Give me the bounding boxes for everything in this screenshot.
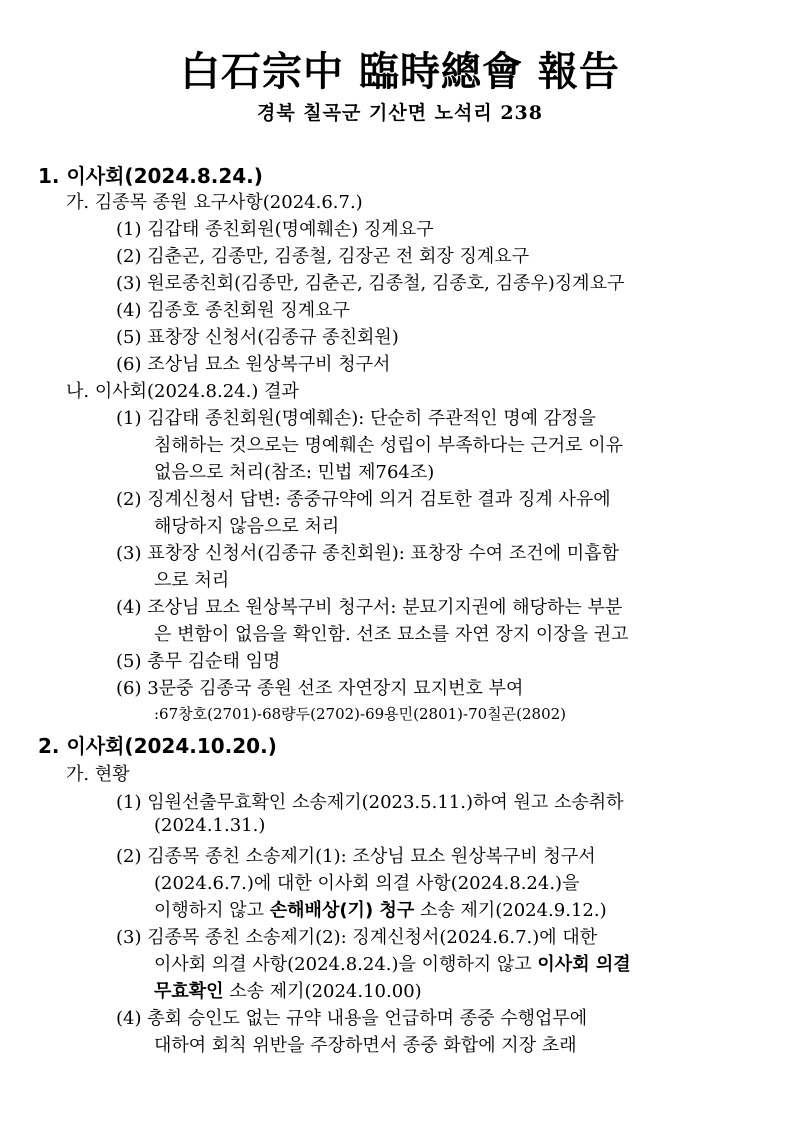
list-item: (2) 김춘곤, 김종만, 김종철, 김장곤 전 회장 징계요구 xyxy=(116,246,530,267)
list-item: (1) 김갑태 종친회원(명예훼손) 징계요구 xyxy=(116,219,434,240)
emphasis-text: 이사회 의결 xyxy=(537,954,631,975)
result-line: (1) 김갑태 종친회원(명예훼손): 단순히 주관적인 명예 감정을 xyxy=(116,408,596,429)
status-text: 이사회 의결 사항(2024.8.24.)을 이행하지 않고 xyxy=(154,954,538,975)
emphasis-text: 손해배상(기) 청구 xyxy=(269,900,415,921)
section-1-na-heading: 나. 이사회(2024.8.24.) 결과 xyxy=(66,381,299,402)
section-1-ga-heading: 가. 김종목 종원 요구사항(2024.6.7.) xyxy=(66,192,363,213)
result-line: (5) 총무 김순태 임명 xyxy=(116,651,281,672)
status-text: 소송 제기(2024.9.12.) xyxy=(414,900,607,921)
status-line: (4) 총회 승인도 없는 규약 내용을 언급하며 종중 수행업무에 xyxy=(116,1008,588,1029)
result-line: 없음으로 처리(참조: 민법 제764조) xyxy=(154,462,435,483)
status-text: 소송 제기(2024.10.00) xyxy=(223,981,422,1002)
section-2-heading: 2. 이사회(2024.10.20.) xyxy=(38,734,277,758)
section-1-heading: 1. 이사회(2024.8.24.) xyxy=(38,164,263,188)
status-line xyxy=(154,896,607,922)
document-address: 경북 칠곡군 기산면 노석리 238 xyxy=(256,102,543,124)
result-line: (2) 징계신청서 답변: 종중규약에 의거 검토한 결과 징계 사유에 xyxy=(116,489,611,510)
result-line: (4) 조상님 묘소 원상복구비 청구서: 분묘기지권에 해당하는 부분 xyxy=(116,597,623,618)
section-2-ga-heading: 가. 현황 xyxy=(66,764,130,785)
status-line: (2024.1.31.) xyxy=(154,815,266,836)
status-line: (1) 임원선출무효확인 소송제기(2023.5.11.)하여 원고 소송취하 xyxy=(116,792,624,813)
result-line: 은 변함이 없음을 확인함. 선조 묘소를 자연 장지 이장을 권고 xyxy=(154,624,629,645)
list-item: (5) 표창장 신청서(김종규 종친회원) xyxy=(116,327,399,348)
list-item: (3) 원로종친회(김종만, 김춘곤, 김종철, 김종호, 김종우)징계요구 xyxy=(116,273,625,294)
status-line: (2) 김종목 종친 소송제기(1): 조상님 묘소 원상복구비 청구서 xyxy=(116,846,596,867)
status-text: 이행하지 않고 xyxy=(154,900,270,921)
document-title: 白石宗中 臨時總會 報告 xyxy=(180,48,620,95)
status-line xyxy=(154,977,422,1003)
status-line: (3) 김종목 종친 소송제기(2): 징계신청서(2024.6.7.)에 대한 xyxy=(116,927,598,948)
result-line: 침해하는 것으로는 명예훼손 성립이 부족하다는 근거로 이유 xyxy=(154,435,624,456)
result-line: 으로 처리 xyxy=(154,570,230,591)
status-line: (2024.6.7.)에 대한 이사회 의결 사항(2024.8.24.)을 xyxy=(154,873,580,894)
result-line: :67창호(2701)-68량두(2702)-69용민(2801)-70칠곤(2802) xyxy=(154,705,567,723)
list-item: (6) 조상님 묘소 원상복구비 청구서 xyxy=(116,354,391,375)
result-line: 해당하지 않음으로 처리 xyxy=(154,516,340,537)
result-line: (6) 3문중 김종국 종원 선조 자연장지 묘지번호 부여 xyxy=(116,678,524,699)
status-line: 대하여 회칙 위반을 주장하면서 종중 화합에 지장 초래 xyxy=(154,1035,577,1056)
list-item: (4) 김종호 종친회원 징계요구 xyxy=(116,300,350,321)
emphasis-text: 무효확인 xyxy=(154,981,224,1002)
status-line xyxy=(154,950,631,976)
result-line: (3) 표창장 신청서(김종규 종친회원): 표창장 수여 조건에 미흡함 xyxy=(116,543,619,564)
